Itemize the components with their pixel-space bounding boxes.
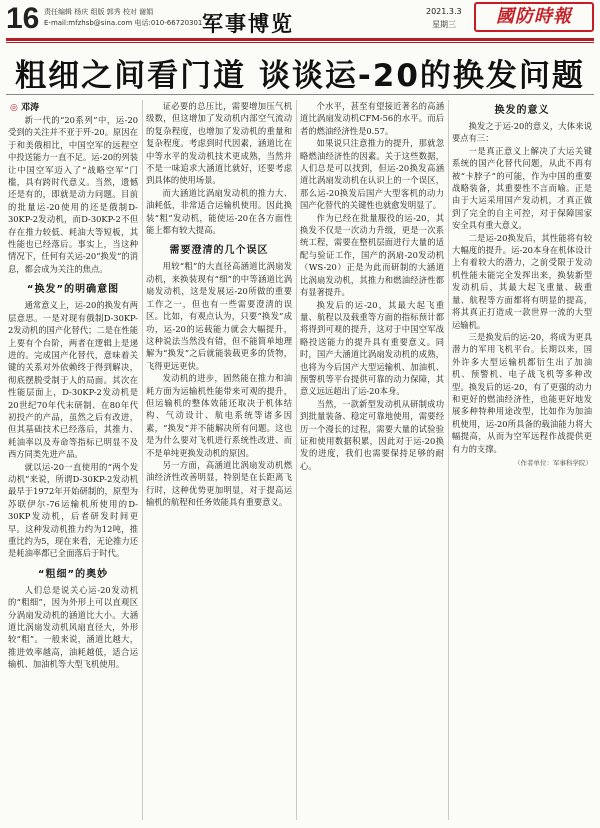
- paragraph: 换发之于运-20的意义，大体来说要点有三：: [452, 121, 592, 144]
- masthead-rule: [6, 38, 594, 41]
- newspaper-logo: 國防時報: [474, 2, 594, 32]
- paragraph: 个水平，甚至有望接近著名的高涵道比涡扇发动机CFM-56的水平。而后者的燃油经济性是0.57。: [300, 101, 444, 136]
- subheading: “换发”的明确意图: [26, 284, 120, 296]
- subheading: “粗细”的奥妙: [37, 568, 109, 580]
- column-divider: [142, 100, 143, 820]
- editor-credits: 责任编辑 杨庆 组版 郭秀 校对 谢娟: [44, 8, 154, 16]
- section-title: 军事博览: [202, 12, 294, 36]
- article-column-4: [452, 96, 592, 822]
- paragraph: 作为已经在批量服役的运-20，其换发不仅是一次动力升级，更是一次系统工程，需要在整机层面进行大量的适配与验证工作，国产的涡扇-20发动机（WS-20）正是为此而研制的大涵道比涡扇发动机，其推力和燃油经济性都有显著提升。: [300, 212, 444, 298]
- paragraph: 就以运-20一直使用的“两个发动机”来说，所谓D-30KP-2发动机最早于1972年开始研制的，原型为苏联伊尔-76运输机所使用的D-30KP发动机，后者研发时间更早。这种发动机推力约为12吨，推重比约为5，现在来看，无论推力还是耗油率都已全面落后于时代。: [8, 461, 138, 559]
- paragraph: 发动机的进步，固然能在推力和油耗方面为运输机性能带来可观的提升，但运输机的整体效能还取决于机体结构、气动设计、航电系统等诸多因素，“换发”并不能解决所有问题。这也是为什么要对飞机进行系统性改进、而不是单纯更换发动机的原因。: [146, 373, 292, 458]
- issue-weekday: 星期三: [432, 20, 456, 29]
- issue-date: 2021.3.3: [426, 7, 462, 16]
- author-affiliation: （作者单位：军事科学院）: [514, 458, 592, 467]
- paragraph: 当然，一款新型发动机从研制成功到批量装备、稳定可靠地使用，需要经历一个漫长的过程，需要大量的试验验证和使用数据积累，因此对于运-20换发的进度，我们也需要保持足够的耐心。: [300, 398, 444, 471]
- paragraph: 一是真正意义上解决了大运关键系统的国产化替代问题，从此不再有被“卡脖子”的可能，作为中国的重要战略装备，其重要性不言而喻。正是由于大运采用国产发动机，才真正做到了完全的自主可控，对于保障国家安全具有重大意义。: [452, 145, 592, 231]
- article-column-3: [300, 100, 444, 822]
- paragraph: 新一代的“20系列”中，运-20受到的关注并不亚于歼-20。原因在于和美俄相比，中国空军的远程空中投送能力一直不足。运-20的列装让中国空军迈入了“战略空军”门槛，具有跨时代意义。当然，遗憾还是有的，即就是动力问题。目前的批量运-20使用的还是俄制D-30KP-2发动机，而D-30KP-2不但存在推力较低、耗油大等短板，其性能也已经落后。事实上，当这种情况下，任何有关运-20“换发”的消息，都会成为关注的焦点。: [8, 115, 138, 274]
- subheading: 换发的意义: [494, 105, 550, 116]
- paragraph: 三是换发后的运-20，将成为更具潜力的军用飞机平台。长期以来，国外许多大型运输机都衍生出了加油机、预警机、电子战飞机等多种改型。换发后的运-20，有了更强的动力和更好的燃油经济性，也能更好地发展多种特种用途改型，比如作为加油机使用，运-20所具备的载油能力将大幅提高，从而为空军远程作战提供更有力的支撑。: [452, 331, 592, 454]
- paragraph: 二是运-20换发后，其性能将有较大幅度的提升。运-20本身在机体设计上有着较大的潜力，之前受限于发动机性能未能完全发挥出来，换装新型发动机后，其最大起飞重量、载重量、航程等方面都将有明显的提高，将其真正打造成一款世界一流的大型运输机。: [452, 232, 592, 330]
- paragraph: 而大涵道比涡扇发动机的推力大、油耗低，非常适合运输机使用。因此换装“粗”发动机，能使运-20在各方面性能上都有较大提高。: [146, 187, 292, 236]
- headline-divider: [6, 94, 594, 95]
- paragraph: 另一方面，高涵道比涡扇发动机燃油经济性改善明显，特别是在长距离飞行时，这种优势更加明显，对于提高运输机的航程和任务效能具有重要意义。: [146, 459, 292, 508]
- byline-marker-icon: ◎: [10, 103, 18, 113]
- subheading: 需要澄清的几个误区: [169, 245, 269, 257]
- author-name: 邓涛: [21, 103, 40, 113]
- paragraph: 如果说只注意推力的提升，那就忽略燃油经济性的因素。关于这些数据，人们总是可以找到，但运-20换发高涵道比涡扇发动机在认识上的一个误区，那么运-20换发后国产大型客机的动力国产化替代的关键性也就愈发明显了。: [300, 138, 444, 211]
- article-headline: 粗细之间看门道 谈谈运-20的换发问题: [15, 58, 585, 94]
- paragraph: 人们总是说关心运-20发动机的“粗细”，因为外形上可以直观区分涡扇发动机的涵道比大小。大涵道比涡扇发动机风扇直径大，外形较“粗”。一般来说，涵道比越大，推进效率越高，油耗越低，适合运输机、加油机等大型飞机使用。: [8, 584, 138, 670]
- byline: [10, 100, 39, 113]
- paragraph: 用较“粗”的大直径高涵道比涡扇发动机，来换装现有“细”的中等涵道比涡扇发动机，这是发展运-20所做的重要工作之一，但也有一些需要澄清的误区。比如，有观点认为，只要“换发”成功，运-20的运载能力就会大幅提升，这种说法当然没有错，但不能简单地理解为“换发”之后就能装载更多的货物，飞得更远更快。: [146, 261, 292, 371]
- paragraph: 换发后的运-20，其最大起飞重量、航程以及载重等方面的指标预计都将得到可观的提升，这对于中国空军战略投送能力的提升具有重要意义。同时，国产大涵道比涡扇发动机的成熟，也将为今后国产大型运输机、加油机、预警机等平台提供可靠的动力保障，其意义远远超出了运-20本身。: [300, 299, 444, 397]
- masthead-rule-thin: [6, 42, 594, 43]
- column-divider: [448, 100, 449, 820]
- article-column-2: [146, 100, 292, 822]
- masthead: [6, 2, 594, 38]
- contact-info: E-mail:mfzhsb@sina.com 电话:010-66720301: [44, 19, 203, 27]
- column-divider: [296, 100, 297, 820]
- page-number: 16: [6, 2, 40, 35]
- article-column-1: [8, 114, 138, 824]
- paragraph: 证必要的总压比，需要增加压气机级数，但这增加了发动机内部空气流动的复杂程度，也增加了发动机的重量和复杂程度。考虑到时代因素，涵道比在中等水平的发动机技术更成熟，当然并不是一味追求大涵道比就好，还要考虑到具体的使用场景。: [146, 101, 292, 186]
- paragraph: 通常意义上，运-20的换发有两层意思。一是对现有俄制D-30KP-2发动机的国产化替代；二是在性能上要有个台阶，两者在逻辑上是递进的。完成国产化替代，意味着关键的关系对外依赖终于得到解决，彻底摆脱受制于人的局面。其次在性能层面上，D-30KP-2发动机是20世纪70年代末研制、在80年代初投产的产品，虽然之后有改进，但其基础技术已经落后，其推力、耗油率以及寿命等指标已明显不及西方同类先进产品。: [8, 300, 138, 460]
